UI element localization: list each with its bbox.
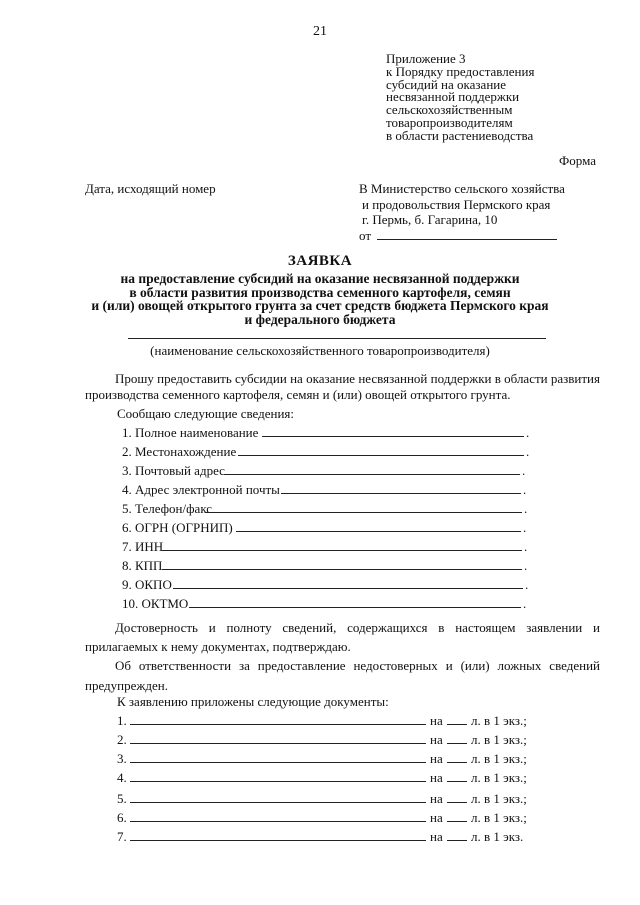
field-label: 10. ОКТМО [122, 596, 189, 611]
appendix-line: к Порядку предоставления [386, 63, 535, 79]
field-end: . [525, 577, 529, 592]
field-email [122, 482, 280, 497]
field-label: 7. ИНН [122, 539, 164, 554]
document-name-input[interactable] [130, 810, 426, 822]
appendix-header [386, 53, 534, 143]
field-label: 4. Адрес электронной почты [122, 482, 280, 497]
email-input[interactable] [281, 482, 521, 494]
document-number: 7. [117, 829, 127, 844]
document-number: 5. [117, 791, 127, 806]
attached-documents-label: К заявлению приложены следующие документы: [117, 694, 389, 709]
field-location [122, 444, 236, 459]
field-end: . [523, 520, 527, 535]
appendix-line: сельскохозяйственным [386, 102, 513, 118]
field-end: . [524, 539, 528, 554]
subtitle-line: в области развития производства семенного картофеля, семян [129, 284, 511, 300]
postal-address-input[interactable] [224, 463, 520, 475]
document-on-label: на [430, 713, 443, 728]
document-pages-suffix: л. в 1 экз.; [471, 732, 527, 747]
location-input[interactable] [238, 444, 524, 456]
document-number: 3. [117, 751, 127, 766]
field-end: . [526, 444, 530, 459]
field-label: 1. Полное наименование [122, 425, 259, 440]
document-pages-input[interactable] [447, 713, 467, 725]
document-name-input[interactable] [130, 791, 426, 803]
field-ogrn [122, 520, 233, 535]
field-end: . [522, 463, 526, 478]
document-name-input[interactable] [130, 751, 426, 763]
document-pages-input[interactable] [447, 751, 467, 763]
document-pages-input[interactable] [447, 829, 467, 841]
inn-input[interactable] [162, 539, 522, 551]
document-on-label: на [430, 791, 443, 806]
addressee-line-2: и продовольствия Пермского края [362, 196, 551, 212]
kpp-input[interactable] [162, 558, 522, 570]
subtitle-line: и (или) овощей открытого грунта за счет средств бюджета Пермского края [91, 298, 549, 313]
field-end: . [524, 558, 528, 573]
field-okpo [122, 577, 172, 592]
field-inn [122, 539, 163, 554]
document-on-label: на [430, 829, 443, 844]
document-number: 6. [117, 810, 127, 825]
field-kpp [122, 558, 162, 573]
document-on-label: на [430, 770, 443, 785]
field-label: 8. КПП [122, 558, 163, 573]
field-postal-address [122, 463, 225, 478]
field-full-name [122, 425, 258, 440]
addressee-line-1: В Министерство сельского хозяйства [359, 181, 565, 196]
full-name-input[interactable] [262, 425, 524, 437]
okpo-input[interactable] [173, 577, 523, 589]
field-label: 2. Местонахождение [122, 444, 237, 459]
page-number: 21 [313, 24, 327, 39]
from-field[interactable] [377, 228, 557, 240]
field-end: . [523, 596, 527, 611]
field-label: 3. Почтовый адрес [122, 463, 225, 478]
document-number: 2. [117, 732, 127, 747]
application-subtitle [60, 272, 580, 326]
form-label: Форма [559, 153, 596, 168]
document-pages-input[interactable] [447, 810, 467, 822]
document-pages-input[interactable] [447, 770, 467, 782]
subtitle-line: на предоставление субсидий на оказание несвязанной поддержки [120, 271, 520, 286]
document-name-input[interactable] [130, 713, 426, 725]
field-label: 9. ОКПО [122, 577, 172, 592]
phone-fax-input[interactable] [206, 501, 522, 513]
field-end: . [523, 482, 527, 497]
confirmation-paragraph: Достоверность и полноту сведений, содержащихся в настоящем заявлении и прилагаемых к нему документах, подтверждаю. [85, 620, 600, 654]
subtitle-line: и федерального бюджета [244, 311, 396, 327]
appendix-line: Приложение 3 [386, 51, 466, 66]
producer-name-caption: (наименование сельскохозяйственного товаропроизводителя) [150, 343, 490, 358]
document-pages-suffix: л. в 1 экз.; [471, 810, 527, 825]
document-name-input[interactable] [130, 829, 426, 841]
document-pages-suffix: л. в 1 экз.; [471, 791, 527, 806]
field-oktmo [122, 596, 188, 611]
appendix-line: товаропроизводителям [386, 114, 513, 130]
appendix-line: в области растениеводства [386, 127, 534, 143]
field-end: . [526, 425, 530, 440]
document-pages-suffix: л. в 1 экз.; [471, 770, 527, 785]
page-title: ЗАЯВКА [287, 253, 353, 269]
field-end: . [524, 501, 528, 516]
document-name-input[interactable] [130, 732, 426, 744]
document-on-label: на [430, 810, 443, 825]
addressee-line-3: г. Пермь, б. Гагарина, 10 [362, 212, 498, 227]
ogrn-input[interactable] [236, 520, 521, 532]
intro-paragraph: Прошу предоставить субсидии на оказание несвязанной поддержки в области развития производства семенного картофеля, семян и (или) овощей открытого грунта. [85, 371, 600, 402]
document-number: 4. [117, 770, 127, 785]
document-on-label: на [430, 732, 443, 747]
field-label: 6. ОГРН (ОГРНИП) [122, 520, 233, 535]
document-on-label: на [430, 751, 443, 766]
document-name-input[interactable] [130, 770, 426, 782]
document-pages-suffix: л. в 1 экз.; [471, 751, 527, 766]
field-phone-fax [122, 501, 212, 516]
from-label: от [359, 227, 372, 243]
field-label: 5. Телефон/факс [122, 501, 213, 516]
document-pages-suffix: л. в 1 экз. [471, 829, 524, 844]
appendix-line: несвязанной поддержки [386, 89, 520, 105]
document-pages-suffix: л. в 1 экз.; [471, 713, 527, 728]
document-number: 1. [117, 713, 127, 728]
responsibility-paragraph: Об ответственности за предоставление недостоверных и (или) ложных сведений предупрежден. [85, 658, 600, 693]
document-pages-input[interactable] [447, 791, 467, 803]
oktmo-input[interactable] [189, 596, 521, 608]
addressee-block [359, 181, 565, 243]
date-number-label: Дата, исходящий номер [85, 181, 216, 196]
producer-name-field[interactable] [128, 330, 546, 339]
document-pages-input[interactable] [447, 732, 467, 744]
appendix-line: субсидий на оказание [386, 76, 507, 92]
report-label: Сообщаю следующие сведения: [117, 406, 295, 421]
